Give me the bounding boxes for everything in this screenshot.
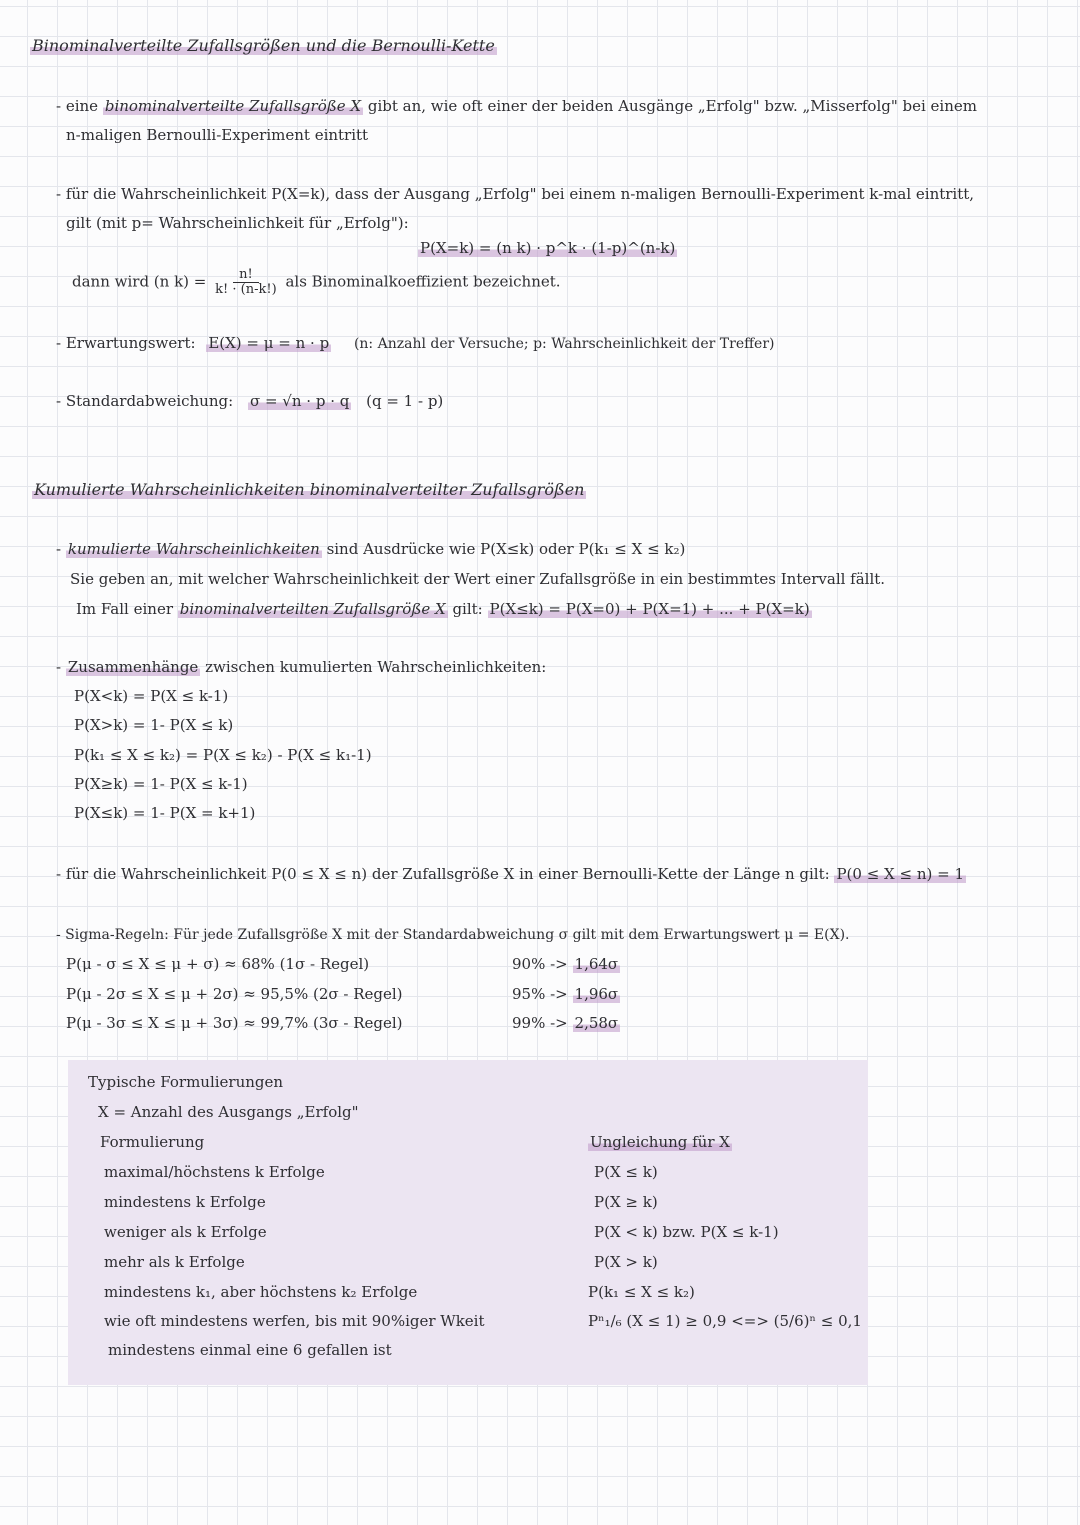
phrasing-item: mindestens k₁, aber höchstens k₂ Erfolge xyxy=(104,1283,418,1301)
binomial-coefficient-line: dann wird (n k) = $\frac{n!}{k! \cdot (n-k!)}$ als Binominalkoeffizient bezeichnet. xyxy=(72,267,561,297)
inequality-item: P(X > k) xyxy=(594,1253,658,1271)
box-col-header-inequality: Ungleichung für X xyxy=(590,1133,730,1151)
phrasing-item: mindestens einmal eine 6 gefallen ist xyxy=(108,1341,392,1359)
bullet-probability-line1: - für die Wahrscheinlichkeit P(X=k), dass der Ausgang „Erfolg" bei einem n-maligen Bernoulli-Experiment k-mal eintritt, xyxy=(56,185,975,203)
relations-heading: - Zusammenhänge zwischen kumulierten Wahrscheinlichkeiten: xyxy=(56,658,547,676)
box-col-header-phrasing: Formulierung xyxy=(100,1133,205,1151)
phrasing-item: mehr als k Erfolge xyxy=(104,1253,245,1271)
bernoulli-chain-line: - für die Wahrscheinlichkeit P(0 ≤ X ≤ n) der Zufallsgröße X in einer Bernoulli-Kette der Länge n gilt: P(0 ≤ X ≤ n) = 1 xyxy=(56,865,964,883)
relation-item: P(X≤k) = 1- P(X = k+1) xyxy=(74,804,256,822)
relation-item: P(X<k) = P(X ≤ k-1) xyxy=(74,687,229,705)
phrasing-item: mindestens k Erfolge xyxy=(104,1193,266,1211)
binomial-formula: P(X=k) = (n k) · p^k · (1-p)^(n-k) xyxy=(420,239,676,257)
sigma-rule: P(μ - 3σ ≤ X ≤ μ + 3σ) ≈ 99,7% (3σ - Regel) xyxy=(66,1014,403,1032)
inequality-item: P(k₁ ≤ X ≤ k₂) xyxy=(588,1283,695,1301)
cumulative-line2: Sie geben an, mit welcher Wahrscheinlichkeit der Wert einer Zufallsgröße in ein bestimmtes Intervall fällt. xyxy=(70,570,886,588)
bullet-cumulative-definition: - kumulierte Wahrscheinlichkeiten sind Ausdrücke wie P(X≤k) oder P(k₁ ≤ X ≤ k₂) xyxy=(56,540,686,558)
sigma-percent: 95% -> 1,96σ xyxy=(512,985,619,1003)
sigma-rule: P(μ - 2σ ≤ X ≤ μ + 2σ) ≈ 95,5% (2σ - Regel) xyxy=(66,985,403,1003)
bullet-binomial-definition-line2: n-maligen Bernoulli-Experiment eintritt xyxy=(66,126,369,144)
sigma-rule: P(μ - σ ≤ X ≤ μ + σ) ≈ 68% (1σ - Regel) xyxy=(66,955,370,973)
cumulative-line3: Im Fall einer binominalverteilten Zufallsgröße X gilt: P(X≤k) = P(X=0) + P(X=1) + ... + P(X=k) xyxy=(76,600,810,618)
sigma-percent: 99% -> 2,58σ xyxy=(512,1014,619,1032)
section-title-binomial: Binominalverteilte Zufallsgrößen und die Bernoulli-Kette xyxy=(32,36,495,55)
phrasing-item: weniger als k Erfolge xyxy=(104,1223,267,1241)
relation-item: P(X≥k) = 1- P(X ≤ k-1) xyxy=(74,775,248,793)
inequality-item: Pⁿ₁/₆ (X ≤ 1) ≥ 0,9 <=> (5/6)ⁿ ≤ 0,1 xyxy=(588,1312,862,1330)
inequality-item: P(X ≤ k) xyxy=(594,1163,658,1181)
sigma-percent: 90% -> 1,64σ xyxy=(512,955,619,973)
inequality-item: P(X ≥ k) xyxy=(594,1193,658,1211)
box-subtitle: X = Anzahl des Ausgangs „Erfolg" xyxy=(98,1103,359,1121)
expected-value-line: - Erwartungswert: E(X) = μ = n · p (n: Anzahl der Versuche; p: Wahrscheinlichkeit der Treffer) xyxy=(56,334,775,352)
bullet-probability-line2: gilt (mit p= Wahrscheinlichkeit für „Erfolg"): xyxy=(66,214,409,232)
box-title: Typische Formulierungen xyxy=(88,1073,284,1091)
section-title-cumulative: Kumulierte Wahrscheinlichkeiten binominalverteilter Zufallsgrößen xyxy=(34,480,585,499)
phrasing-item: maximal/höchstens k Erfolge xyxy=(104,1163,325,1181)
binomial-coefficient-fraction: $\frac{n!}{k! \cdot (n-k!)}$ xyxy=(215,267,277,297)
standard-deviation-line: - Standardabweichung: σ = √n · p · q (q = 1 - p) xyxy=(56,392,444,410)
inequality-item: P(X < k) bzw. P(X ≤ k-1) xyxy=(594,1223,779,1241)
relation-item: P(X>k) = 1- P(X ≤ k) xyxy=(74,716,234,734)
relation-item: P(k₁ ≤ X ≤ k₂) = P(X ≤ k₂) - P(X ≤ k₁-1) xyxy=(74,746,372,764)
sigma-rules-intro: - Sigma-Regeln: Für jede Zufallsgröße X mit der Standardabweichung σ gilt mit dem Erwartungswert μ = E(X). xyxy=(56,927,850,943)
bullet-binomial-definition: - eine binominalverteilte Zufallsgröße X gibt an, wie oft einer der beiden Ausgänge „Erfolg" bzw. „Misserfolg" bei einem xyxy=(56,97,977,115)
phrasing-item: wie oft mindestens werfen, bis mit 90%iger Wkeit xyxy=(104,1312,485,1330)
